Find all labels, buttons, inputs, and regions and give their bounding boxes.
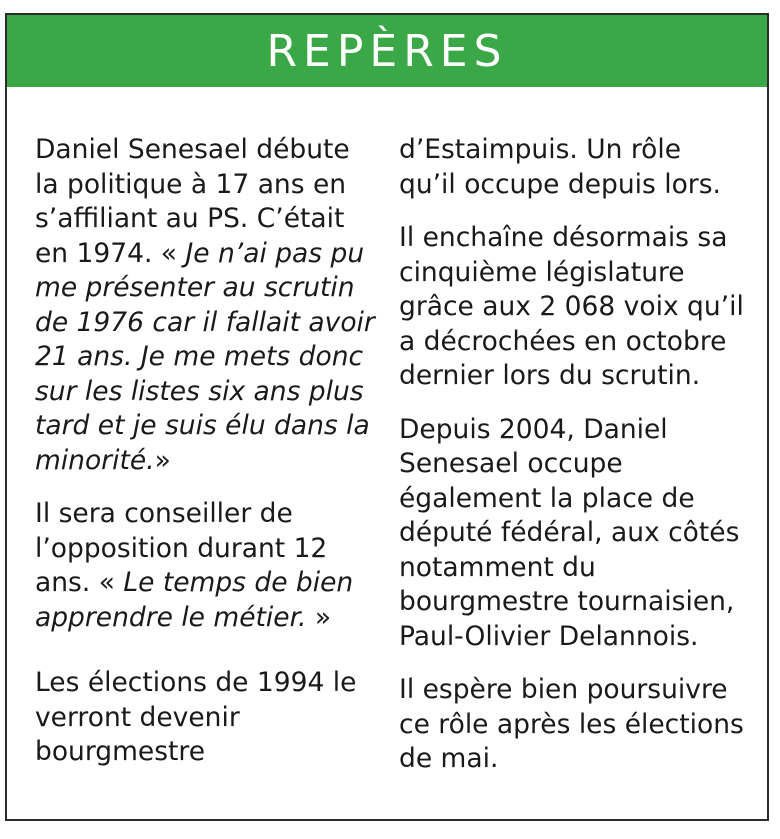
- paragraph-text: Il sera conseiller de l’opposition durant 12 ans. «: [35, 498, 328, 598]
- left-column: [35, 133, 380, 789]
- header-title: REPÈRES: [266, 25, 508, 77]
- quote-text: Le temps de bien apprendre le métier.: [35, 567, 354, 633]
- paragraph-future: Il espère bien poursuivre ce rôle après les élections de mai.: [399, 674, 744, 774]
- paragraph-legislature: Il enchaîne désormais sa cinquième législature grâce aux 2 068 voix qu’il a décrochées en octobre dernier lors du scrutin.: [399, 222, 744, 391]
- paragraph-text: »: [306, 601, 332, 633]
- right-column: [399, 133, 744, 796]
- paragraph-early-career: [35, 133, 380, 478]
- header-bar: [7, 15, 767, 87]
- paragraph-federal-deputy: Depuis 2004, Daniel Senesael occupe également la place de député fédéral, aux côtés notamment du bourgmestre tournaisien, Paul-Olivier Delannois.: [399, 413, 740, 652]
- paragraph-mayor-role: d’Estaimpuis. Un rôle qu’il occupe depuis lors.: [399, 134, 721, 200]
- paragraph-elections-1994: Les élections de 1994 le verront devenir bourgmestre: [35, 667, 357, 767]
- paragraph-text: Daniel Senesael débute la politique à 17 ans en s’affiliant au PS. C’était en 1974. «: [35, 134, 350, 269]
- info-box: [5, 13, 769, 821]
- quote-text: Je n’ai pas pu me présenter au scrutin de 1976 car il fallait avoir 21 ans. Je me mets donc sur les listes six ans plus tard et je suis élu dans la minorité.: [35, 237, 375, 476]
- paragraph-text: »: [154, 444, 171, 476]
- paragraph-opposition: [35, 497, 380, 635]
